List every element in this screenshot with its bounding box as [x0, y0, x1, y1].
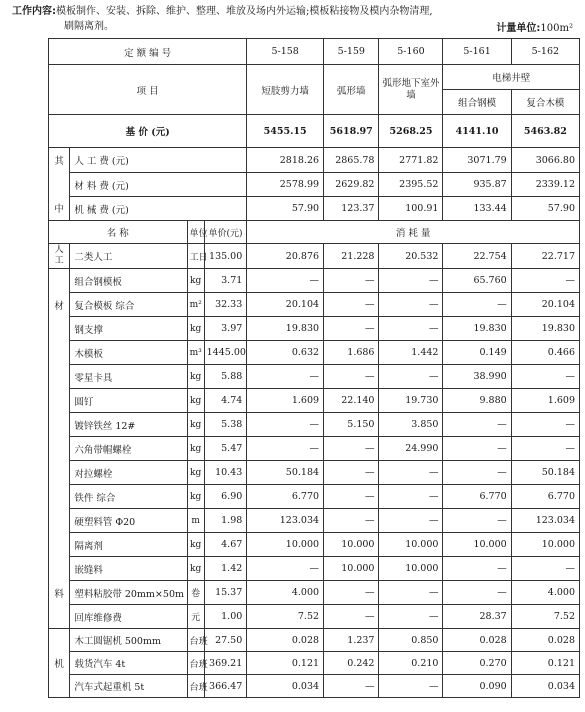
- consumption-value: —: [443, 557, 511, 581]
- category-spacer: [49, 341, 70, 365]
- consumption-value: 7.52: [511, 605, 579, 629]
- consumption-value: —: [247, 413, 324, 437]
- resource-unit: 台班: [187, 629, 204, 652]
- resource-row: [49, 533, 580, 557]
- resource-row: [49, 675, 580, 698]
- quota-code: 5-160: [379, 39, 443, 65]
- base-price: 4141.10: [443, 115, 511, 148]
- resource-name: 组合钢模板: [70, 269, 187, 293]
- consumption-value: —: [379, 509, 443, 533]
- consumption-value: 22.754: [443, 244, 511, 269]
- resource-row: [49, 652, 580, 675]
- consumption-value: 0.028: [443, 629, 511, 652]
- consumption-value: —: [324, 485, 379, 509]
- consumption-value: —: [247, 557, 324, 581]
- cost-value: 100.91: [379, 197, 443, 221]
- resource-row: [49, 557, 580, 581]
- resource-row: [49, 317, 580, 341]
- base-price: 5618.97: [324, 115, 379, 148]
- category-spacer: [49, 509, 70, 533]
- resource-price: 5.47: [204, 437, 247, 461]
- consumption-value: 1.686: [324, 341, 379, 365]
- resource-name: 载货汽车 4t: [70, 652, 187, 675]
- category-spacer: [49, 557, 70, 581]
- item-name: 弧形地下室外墙: [379, 65, 443, 115]
- category-spacer: [49, 533, 70, 557]
- resource-row: [49, 605, 580, 629]
- consumption-value: —: [324, 317, 379, 341]
- cost-value: 123.37: [324, 197, 379, 221]
- consumption-value: —: [379, 269, 443, 293]
- consumption-value: 24.990: [379, 437, 443, 461]
- consumption-value: —: [443, 461, 511, 485]
- cost-group-label-bottom: 中: [49, 197, 70, 221]
- resource-price: 27.50: [204, 629, 247, 652]
- quota-code-row: [49, 39, 580, 65]
- resource-price: 135.00: [204, 244, 247, 269]
- elevator-sub: 复合木模: [511, 90, 579, 115]
- cost-name: 人 工 费 (元): [70, 148, 247, 173]
- cost-value: 935.87: [443, 173, 511, 197]
- resource-row: [49, 485, 580, 509]
- measure-unit-label: 计量单位:: [496, 23, 541, 34]
- item-label: 项 目: [49, 65, 247, 115]
- resource-price: 5.88: [204, 365, 247, 389]
- col-name-header: 名 称: [49, 221, 188, 244]
- consumption-value: 0.121: [247, 652, 324, 675]
- resource-unit: kg: [187, 365, 204, 389]
- consumption-value: 0.242: [324, 652, 379, 675]
- cost-value: 2578.99: [247, 173, 324, 197]
- category-label-top: 材: [49, 293, 70, 317]
- resource-name: 汽车式起重机 5t: [70, 675, 187, 698]
- category-label-top: 机: [49, 652, 70, 675]
- consumption-value: 20.532: [379, 244, 443, 269]
- quota-code: 5-158: [247, 39, 324, 65]
- resource-price: 1.00: [204, 605, 247, 629]
- consumption-value: —: [379, 461, 443, 485]
- consumption-value: 0.632: [247, 341, 324, 365]
- resource-name: 六角带帽螺栓: [70, 437, 187, 461]
- consumption-value: —: [379, 317, 443, 341]
- labor-category: 人工: [49, 244, 70, 269]
- category-spacer: [49, 389, 70, 413]
- consumption-value: 50.184: [247, 461, 324, 485]
- consumption-value: 10.000: [511, 533, 579, 557]
- consumption-value: 4.000: [511, 581, 579, 605]
- consumption-value: —: [379, 293, 443, 317]
- resource-name: 木工圆锯机 500mm: [70, 629, 187, 652]
- item-name: 弧形墙: [324, 65, 379, 115]
- column-header-row: [49, 221, 580, 244]
- consumption-value: —: [324, 365, 379, 389]
- consumption-value: —: [324, 269, 379, 293]
- consumption-value: —: [379, 605, 443, 629]
- resource-row: [49, 461, 580, 485]
- quota-code: 5-162: [511, 39, 579, 65]
- cost-value: 2818.26: [247, 148, 324, 173]
- consumption-value: 6.770: [247, 485, 324, 509]
- col-unit-header: 单位: [187, 221, 204, 244]
- consumption-value: 19.830: [511, 317, 579, 341]
- base-price: 5463.82: [511, 115, 579, 148]
- category-spacer: [49, 485, 70, 509]
- resource-row: [49, 293, 580, 317]
- consumption-value: 38.990: [443, 365, 511, 389]
- resource-price: 1445.00: [204, 341, 247, 365]
- measure-unit: [496, 19, 573, 34]
- resource-unit: kg: [187, 389, 204, 413]
- resource-price: 6.90: [204, 485, 247, 509]
- category-spacer: [49, 269, 70, 293]
- resource-name: 对拉螺栓: [70, 461, 187, 485]
- resource-row: [49, 413, 580, 437]
- resource-price: 369.21: [204, 652, 247, 675]
- consumption-value: 1.237: [324, 629, 379, 652]
- cost-value: 2629.82: [324, 173, 379, 197]
- resource-price: 4.74: [204, 389, 247, 413]
- elevator-label: 电梯井壁: [443, 65, 580, 90]
- resource-unit: kg: [187, 461, 204, 485]
- consumption-value: —: [247, 437, 324, 461]
- resource-price: 15.37: [204, 581, 247, 605]
- work-content: [12, 4, 580, 34]
- consumption-value: 6.770: [511, 485, 579, 509]
- consumption-value: 28.37: [443, 605, 511, 629]
- cost-value: 57.90: [511, 197, 579, 221]
- consumption-value: 3.850: [379, 413, 443, 437]
- resource-unit: kg: [187, 269, 204, 293]
- consumption-value: —: [324, 675, 379, 698]
- cost-value: 2395.52: [379, 173, 443, 197]
- work-content-text-2: 刷隔离剂。: [64, 21, 114, 32]
- category-spacer: [49, 675, 70, 698]
- cost-value: 3066.80: [511, 148, 579, 173]
- resource-name: 零星卡具: [70, 365, 187, 389]
- resource-unit: 卷: [187, 581, 204, 605]
- category-spacer: [49, 413, 70, 437]
- consumption-value: —: [443, 413, 511, 437]
- resource-row: [49, 581, 580, 605]
- consumption-value: 123.034: [247, 509, 324, 533]
- cost-row: [49, 148, 580, 173]
- consumption-value: 5.150: [324, 413, 379, 437]
- col-price-header: 单价(元): [204, 221, 247, 244]
- consumption-value: 1.442: [379, 341, 443, 365]
- resource-price: 1.42: [204, 557, 247, 581]
- resource-unit: kg: [187, 413, 204, 437]
- cost-group-label-top: 其: [49, 148, 70, 173]
- consumption-value: 10.000: [443, 533, 511, 557]
- resource-row: [49, 389, 580, 413]
- resource-price: 3.71: [204, 269, 247, 293]
- category-spacer: [49, 365, 70, 389]
- consumption-value: 10.000: [379, 533, 443, 557]
- work-content-label: 工作内容:: [12, 6, 56, 17]
- consumption-value: 22.717: [511, 244, 579, 269]
- labor-row: [49, 244, 580, 269]
- resource-name: 木模板: [70, 341, 187, 365]
- cost-row: [49, 197, 580, 221]
- resource-price: 3.97: [204, 317, 247, 341]
- measure-unit-value: 100m²: [540, 23, 573, 34]
- consumption-value: 0.210: [379, 652, 443, 675]
- cost-group-spacer: [49, 173, 70, 197]
- consumption-value: —: [379, 581, 443, 605]
- resource-unit: 台班: [187, 675, 204, 698]
- cost-value: 57.90: [247, 197, 324, 221]
- resource-price: 366.47: [204, 675, 247, 698]
- resource-row: [49, 269, 580, 293]
- cost-row: [49, 173, 580, 197]
- consumption-value: —: [379, 365, 443, 389]
- resource-price: 10.43: [204, 461, 247, 485]
- consumption-value: 0.034: [247, 675, 324, 698]
- quota-code: 5-161: [443, 39, 511, 65]
- resource-name: 钢支撑: [70, 317, 187, 341]
- category-spacer: [49, 437, 70, 461]
- resource-unit: kg: [187, 437, 204, 461]
- consumption-value: 22.140: [324, 389, 379, 413]
- base-price: 5268.25: [379, 115, 443, 148]
- consumption-value: 0.466: [511, 341, 579, 365]
- consumption-value: —: [443, 509, 511, 533]
- consumption-value: 9.880: [443, 389, 511, 413]
- quota-code: 5-159: [324, 39, 379, 65]
- consumption-value: 19.830: [443, 317, 511, 341]
- resource-row: [49, 509, 580, 533]
- consumption-value: —: [247, 269, 324, 293]
- cost-value: 2865.78: [324, 148, 379, 173]
- resource-unit: kg: [187, 485, 204, 509]
- consumption-value: —: [324, 509, 379, 533]
- consumption-value: —: [511, 365, 579, 389]
- cost-name: 机 械 费 (元): [70, 197, 247, 221]
- resource-unit: 台班: [187, 652, 204, 675]
- elevator-sub: 组合钢模: [443, 90, 511, 115]
- resource-price: 32.33: [204, 293, 247, 317]
- quota-code-label: 定 额 编 号: [49, 39, 247, 65]
- consumption-value: 10.000: [324, 533, 379, 557]
- consumption-value: 20.104: [247, 293, 324, 317]
- consumption-value: 0.028: [511, 629, 579, 652]
- machine-section: [49, 629, 580, 698]
- consumption-value: 123.034: [511, 509, 579, 533]
- item-name: 短肢剪力墙: [247, 65, 324, 115]
- consumption-value: 1.609: [247, 389, 324, 413]
- consumption-value: —: [324, 293, 379, 317]
- category-spacer: [49, 317, 70, 341]
- base-price: 5455.15: [247, 115, 324, 148]
- consumption-value: 0.149: [443, 341, 511, 365]
- resource-name: 回库维修费: [70, 605, 187, 629]
- consumption-value: —: [443, 293, 511, 317]
- consumption-value: 0.850: [379, 629, 443, 652]
- consumption-value: 1.609: [511, 389, 579, 413]
- consumption-value: —: [324, 437, 379, 461]
- consumption-value: —: [324, 581, 379, 605]
- consumption-value: 10.000: [247, 533, 324, 557]
- resource-name: 铁件 综合: [70, 485, 187, 509]
- resource-unit: kg: [187, 317, 204, 341]
- consumption-value: 10.000: [379, 557, 443, 581]
- cost-value: 2339.12: [511, 173, 579, 197]
- resource-unit: 元: [187, 605, 204, 629]
- resource-name: 嵌缝料: [70, 557, 187, 581]
- consumption-value: —: [443, 437, 511, 461]
- consumption-value: —: [443, 581, 511, 605]
- consumption-value: 0.090: [443, 675, 511, 698]
- category-spacer: [49, 461, 70, 485]
- consumption-value: —: [379, 675, 443, 698]
- consumption-value: 0.028: [247, 629, 324, 652]
- resource-unit: m²: [187, 293, 204, 317]
- quota-table: [48, 38, 580, 698]
- base-price-row: [49, 115, 580, 148]
- consumption-value: 0.034: [511, 675, 579, 698]
- resource-unit: kg: [187, 533, 204, 557]
- resource-row: [49, 437, 580, 461]
- consumption-value: —: [511, 269, 579, 293]
- resource-name: 隔离剂: [70, 533, 187, 557]
- consumption-value: —: [247, 365, 324, 389]
- consumption-value: 10.000: [324, 557, 379, 581]
- cost-value: 2771.82: [379, 148, 443, 173]
- resource-name: 复合模板 综合: [70, 293, 187, 317]
- resource-unit: kg: [187, 557, 204, 581]
- resource-name: 硬塑料管 Φ20: [70, 509, 187, 533]
- consumption-value: 7.52: [247, 605, 324, 629]
- category-spacer: [49, 605, 70, 629]
- cost-value: 3071.79: [443, 148, 511, 173]
- consumption-value: 20.876: [247, 244, 324, 269]
- category-label-bottom: 料: [49, 581, 70, 605]
- resource-name: 塑料粘胶带 20mm×50m: [70, 581, 187, 605]
- consumption-value: 6.770: [443, 485, 511, 509]
- consumption-value: 20.104: [511, 293, 579, 317]
- consumption-value: —: [324, 605, 379, 629]
- resource-name: 镀锌铁丝 12#: [70, 413, 187, 437]
- cost-value: 133.44: [443, 197, 511, 221]
- resource-unit: m³: [187, 341, 204, 365]
- resource-row: [49, 629, 580, 652]
- consumption-value: —: [511, 437, 579, 461]
- consumption-value: 0.121: [511, 652, 579, 675]
- resource-name: 二类人工: [70, 244, 187, 269]
- resource-price: 4.67: [204, 533, 247, 557]
- item-row-1: [49, 65, 580, 90]
- base-price-label: 基 价 (元): [49, 115, 247, 148]
- resource-price: 1.98: [204, 509, 247, 533]
- material-section: [49, 269, 580, 629]
- consumption-value: 19.730: [379, 389, 443, 413]
- resource-unit: 工日: [187, 244, 204, 269]
- consumption-value: 4.000: [247, 581, 324, 605]
- consumption-value: —: [511, 413, 579, 437]
- consumption-value: —: [324, 461, 379, 485]
- col-consume-header: 消 耗 量: [247, 221, 580, 244]
- consumption-value: 21.228: [324, 244, 379, 269]
- resource-unit: m: [187, 509, 204, 533]
- category-spacer: [49, 629, 70, 652]
- consumption-value: 65.760: [443, 269, 511, 293]
- resource-row: [49, 341, 580, 365]
- resource-row: [49, 365, 580, 389]
- consumption-value: —: [511, 557, 579, 581]
- consumption-value: 50.184: [511, 461, 579, 485]
- work-content-text: 模板制作、安装、拆除、维护、整理、堆放及场内外运输;模板粘接物及模内杂物清理,: [56, 6, 433, 17]
- consumption-value: 19.830: [247, 317, 324, 341]
- resource-price: 5.38: [204, 413, 247, 437]
- cost-name: 材 料 费 (元): [70, 173, 247, 197]
- resource-name: 圆钉: [70, 389, 187, 413]
- consumption-value: 0.270: [443, 652, 511, 675]
- consumption-value: —: [379, 485, 443, 509]
